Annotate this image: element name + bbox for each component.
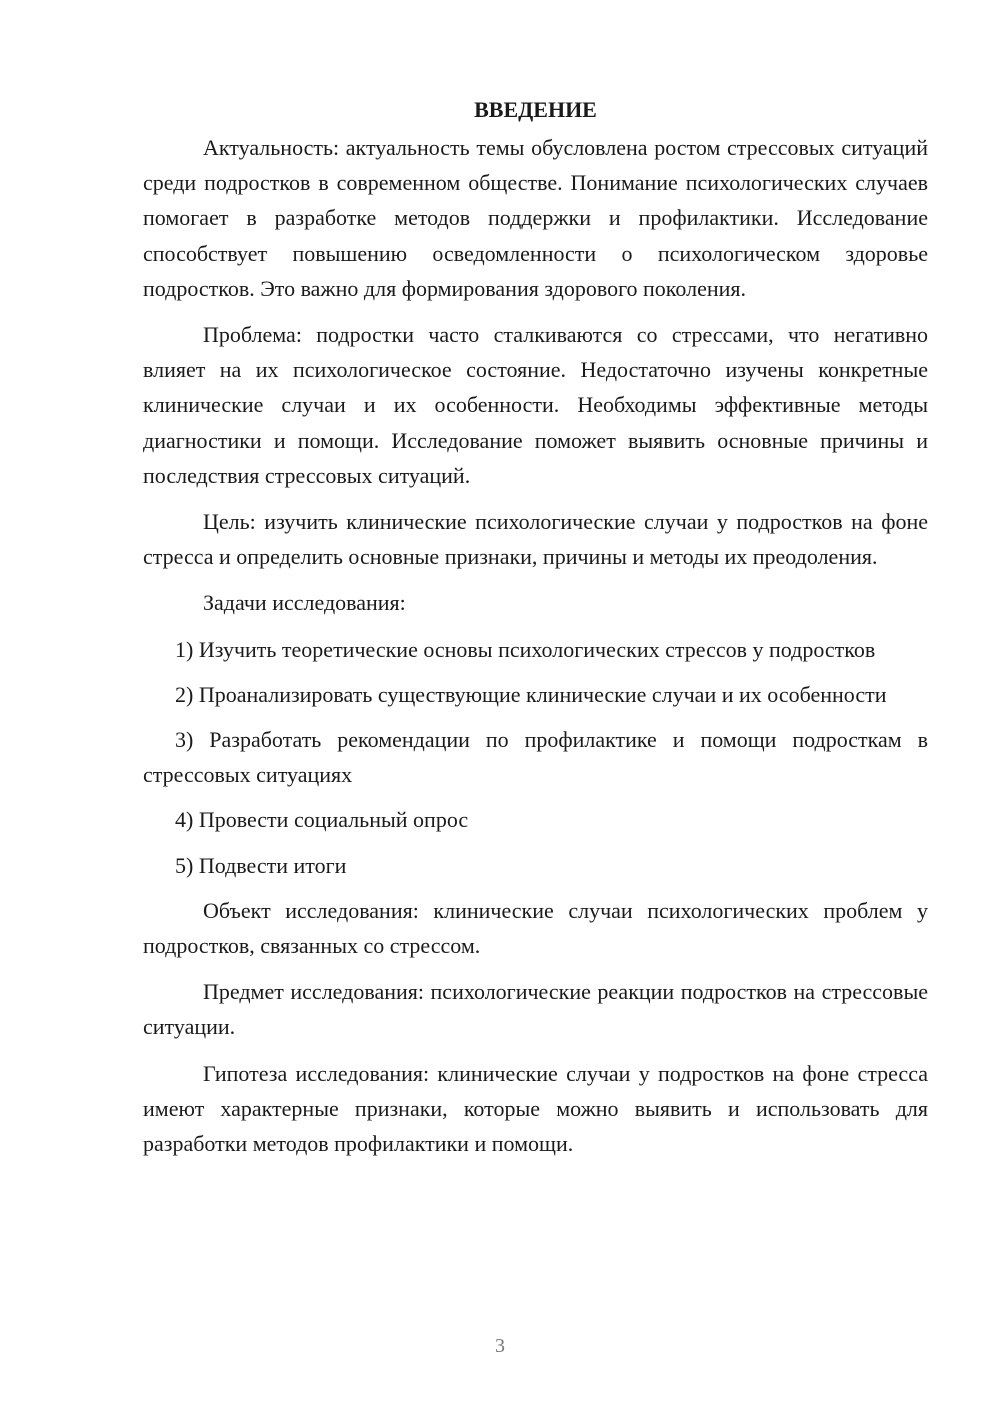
task-item-1: 1) Изучить теоретические основы психологических стрессов у подростков	[175, 636, 876, 662]
section-heading: ВВЕДЕНИЕ	[474, 97, 597, 122]
relevance-paragraph: Актуальность: актуальность темы обусловлена ростом стрессовых ситуаций среди подростков в современном обществе. Понимание психологических случаев помогает в разработке методов поддержки и профилактики. Исследование способствует повышению осведомленности о психологическом здоровье подростков. Это важно для формирования здорового поколения.	[143, 135, 928, 301]
page-number: 3	[495, 1335, 505, 1357]
document-page	[143, 92, 928, 1172]
task-item-5: 5) Подвести итоги	[175, 852, 347, 878]
problem-paragraph: Проблема: подростки часто сталкиваются со стрессами, что негативно влияет на их психологическое состояние. Недостаточно изучены конкретные клинические случаи и их особенности. Необходимы эффективные методы диагностики и помощи. Исследование поможет выявить основные причины и последствия стрессовых ситуаций.	[143, 322, 928, 488]
hypothesis-paragraph: Гипотеза исследования: клинические случаи у подростков на фоне стресса имеют характерные признаки, которые можно выявить и использовать для разработки методов профилактики и помощи.	[143, 1060, 928, 1157]
object-paragraph: Объект исследования: клинические случаи психологических проблем у подростков, связанных со стрессом.	[143, 897, 928, 959]
goal-paragraph: Цель: изучить клинические психологические случаи у подростков на фоне стресса и определить основные признаки, причины и методы их преодоления.	[143, 509, 928, 570]
subject-paragraph: Предмет исследования: психологические реакции подростков на стрессовые ситуации.	[143, 979, 928, 1040]
task-item-3: 3) Разработать рекомендации по профилактике и помощи подросткам в стрессовых ситуациях	[143, 727, 928, 788]
task-item-4: 4) Провести социальный опрос	[175, 807, 469, 833]
task-item-2: 2) Проанализировать существующие клинические случаи и их особенности	[175, 681, 887, 707]
tasks-title: Задачи исследования:	[203, 590, 406, 616]
